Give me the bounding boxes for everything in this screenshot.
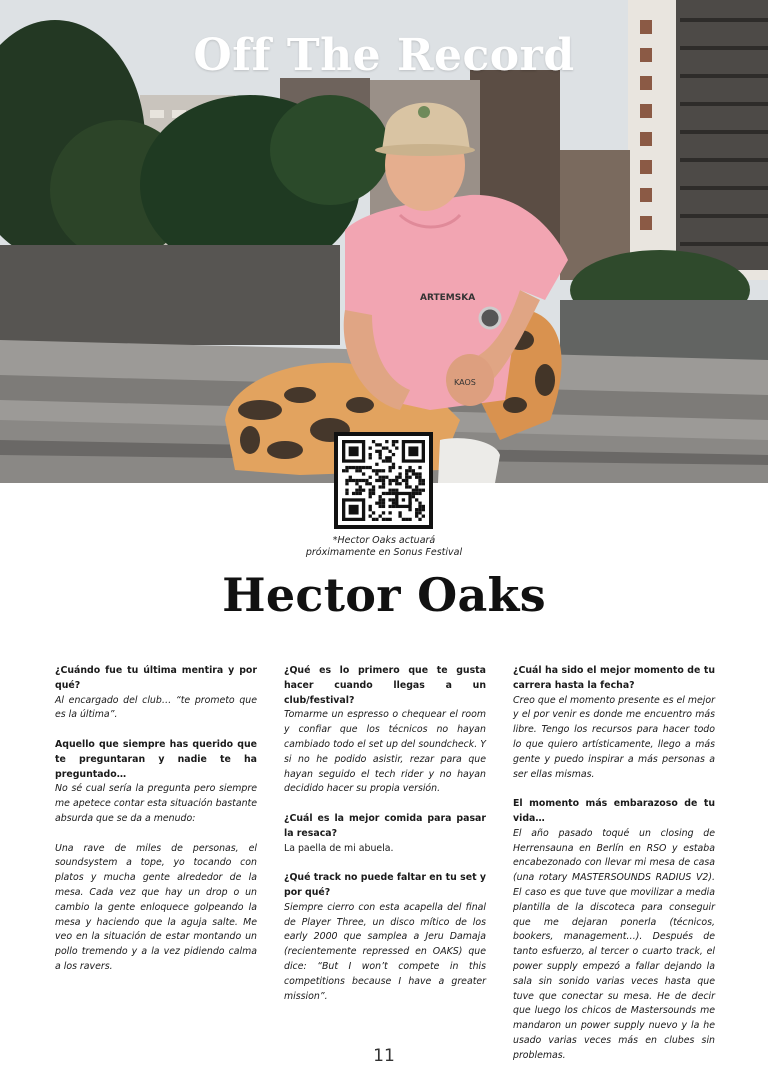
interview-column-2: [284, 664, 486, 1019]
question: ¿Cuál es la mejor comida para pasar la resaca?: [284, 812, 486, 839]
answer-continued: Una rave de miles de personas, el soundsystem a tope, yo tocando con platos y mucha gente alrededor de la mesa. Cada vez que hay un drop o un cambio la gente enloquece golpeando la mesa y haciendo que la aguja salte. Me veo en la situación de estar montando un pollo tremendo y a la vez pidiendo calma a los ravers.: [55, 842, 257, 972]
answer: Siempre cierro con esta acapella del final de Player Three, un disco mítico de los early 2000 que samplea a Jeru Damaja (recientemente repressed en OAKS) que dice: “But I won’t compete in this competitions because I have a greater mission”.: [284, 901, 486, 1002]
interview-column-3: [513, 664, 715, 1078]
question: ¿Cuándo fue tu última mentira y por qué?: [55, 665, 257, 691]
artist-name-heading: Hector Oaks: [222, 568, 546, 622]
qr-caption: [284, 535, 484, 559]
qa-block: [284, 871, 486, 1004]
interview-column-1: [55, 664, 257, 990]
question: El momento más embarazoso de tu vida…: [513, 798, 715, 824]
question: ¿Qué track no puede faltar en tu set y por qué?: [284, 872, 486, 898]
magazine-section-title: Off The Record: [193, 30, 575, 81]
question: ¿Cuál ha sido el mejor momento de tu carrera hasta la fecha?: [513, 665, 715, 691]
cover-photo: [0, 0, 768, 483]
page-number: 11: [373, 1046, 395, 1066]
shirt-print-text: ARTEMSKA: [420, 293, 476, 303]
qa-block: [284, 812, 486, 856]
qa-block: [513, 797, 715, 1063]
qr-code[interactable]: [334, 432, 433, 529]
answer: No sé cual sería la pregunta pero siempre me apetece contar esta situación bastante absurda que se da a menudo:: [55, 783, 257, 824]
answer: La paella de mi abuela.: [284, 842, 394, 854]
qr-code-pattern: [342, 440, 425, 521]
qr-caption-line-1: *Hector Oaks actuará: [332, 535, 436, 546]
question: ¿Qué es lo primero que te gusta hacer cuando llegas a un club/festival?: [284, 665, 486, 706]
answer: El año pasado toqué un closing de Herrensauna en Berlín en RSO y estaba encabezonado con llevar mi mesa de casa (una rotary MASTERSOUNDS RADIUS V2). El caso es que tuve que movilizar a media plantilla de la discoteca para conseguir que me dejaran ponerla (técnicos, bookers, management…). Después de tanto esfuerzo, al tercer o cuarto track, el power supply empezó a fallar dejando la sala sin sonido varias veces hasta que tuve que conectar su mesa. He de decir que luego los chicos de Mastersounds me mandaron un power supply nuevo y la he usado varias veces más en clubes sin problemas.: [513, 827, 715, 1061]
answer: Al encargado del club… “te prometo que es la última”.: [55, 694, 257, 721]
question: Aquello que siempre has querido que te preguntaran y nadie te ha preguntado…: [55, 738, 257, 780]
qa-block: [284, 664, 486, 797]
answer: Tomarme un espresso o chequear el room y confiar que los técnicos no hayan cambiado todo el set up del soundcheck. Y si no he podido asistir, rezar para que hayan seguido el tech rider y no hayan decidido hacer su propia versión.: [284, 709, 486, 795]
qr-caption-line-2: próximamente en Sonus Festival: [305, 547, 463, 558]
qa-block: [55, 738, 257, 975]
answer: Creo que el momento presente es el mejor y el por venir es donde me encuentro más libre. Tengo los recursos para hacer todo lo que quiero artísticamente, llego a más gente y puedo inspirar a más personas a ser ellas mismas.: [513, 694, 715, 780]
qa-block: [55, 664, 257, 723]
knuckle-tattoo-text: KAOS: [454, 378, 476, 387]
qa-block: [513, 664, 715, 782]
